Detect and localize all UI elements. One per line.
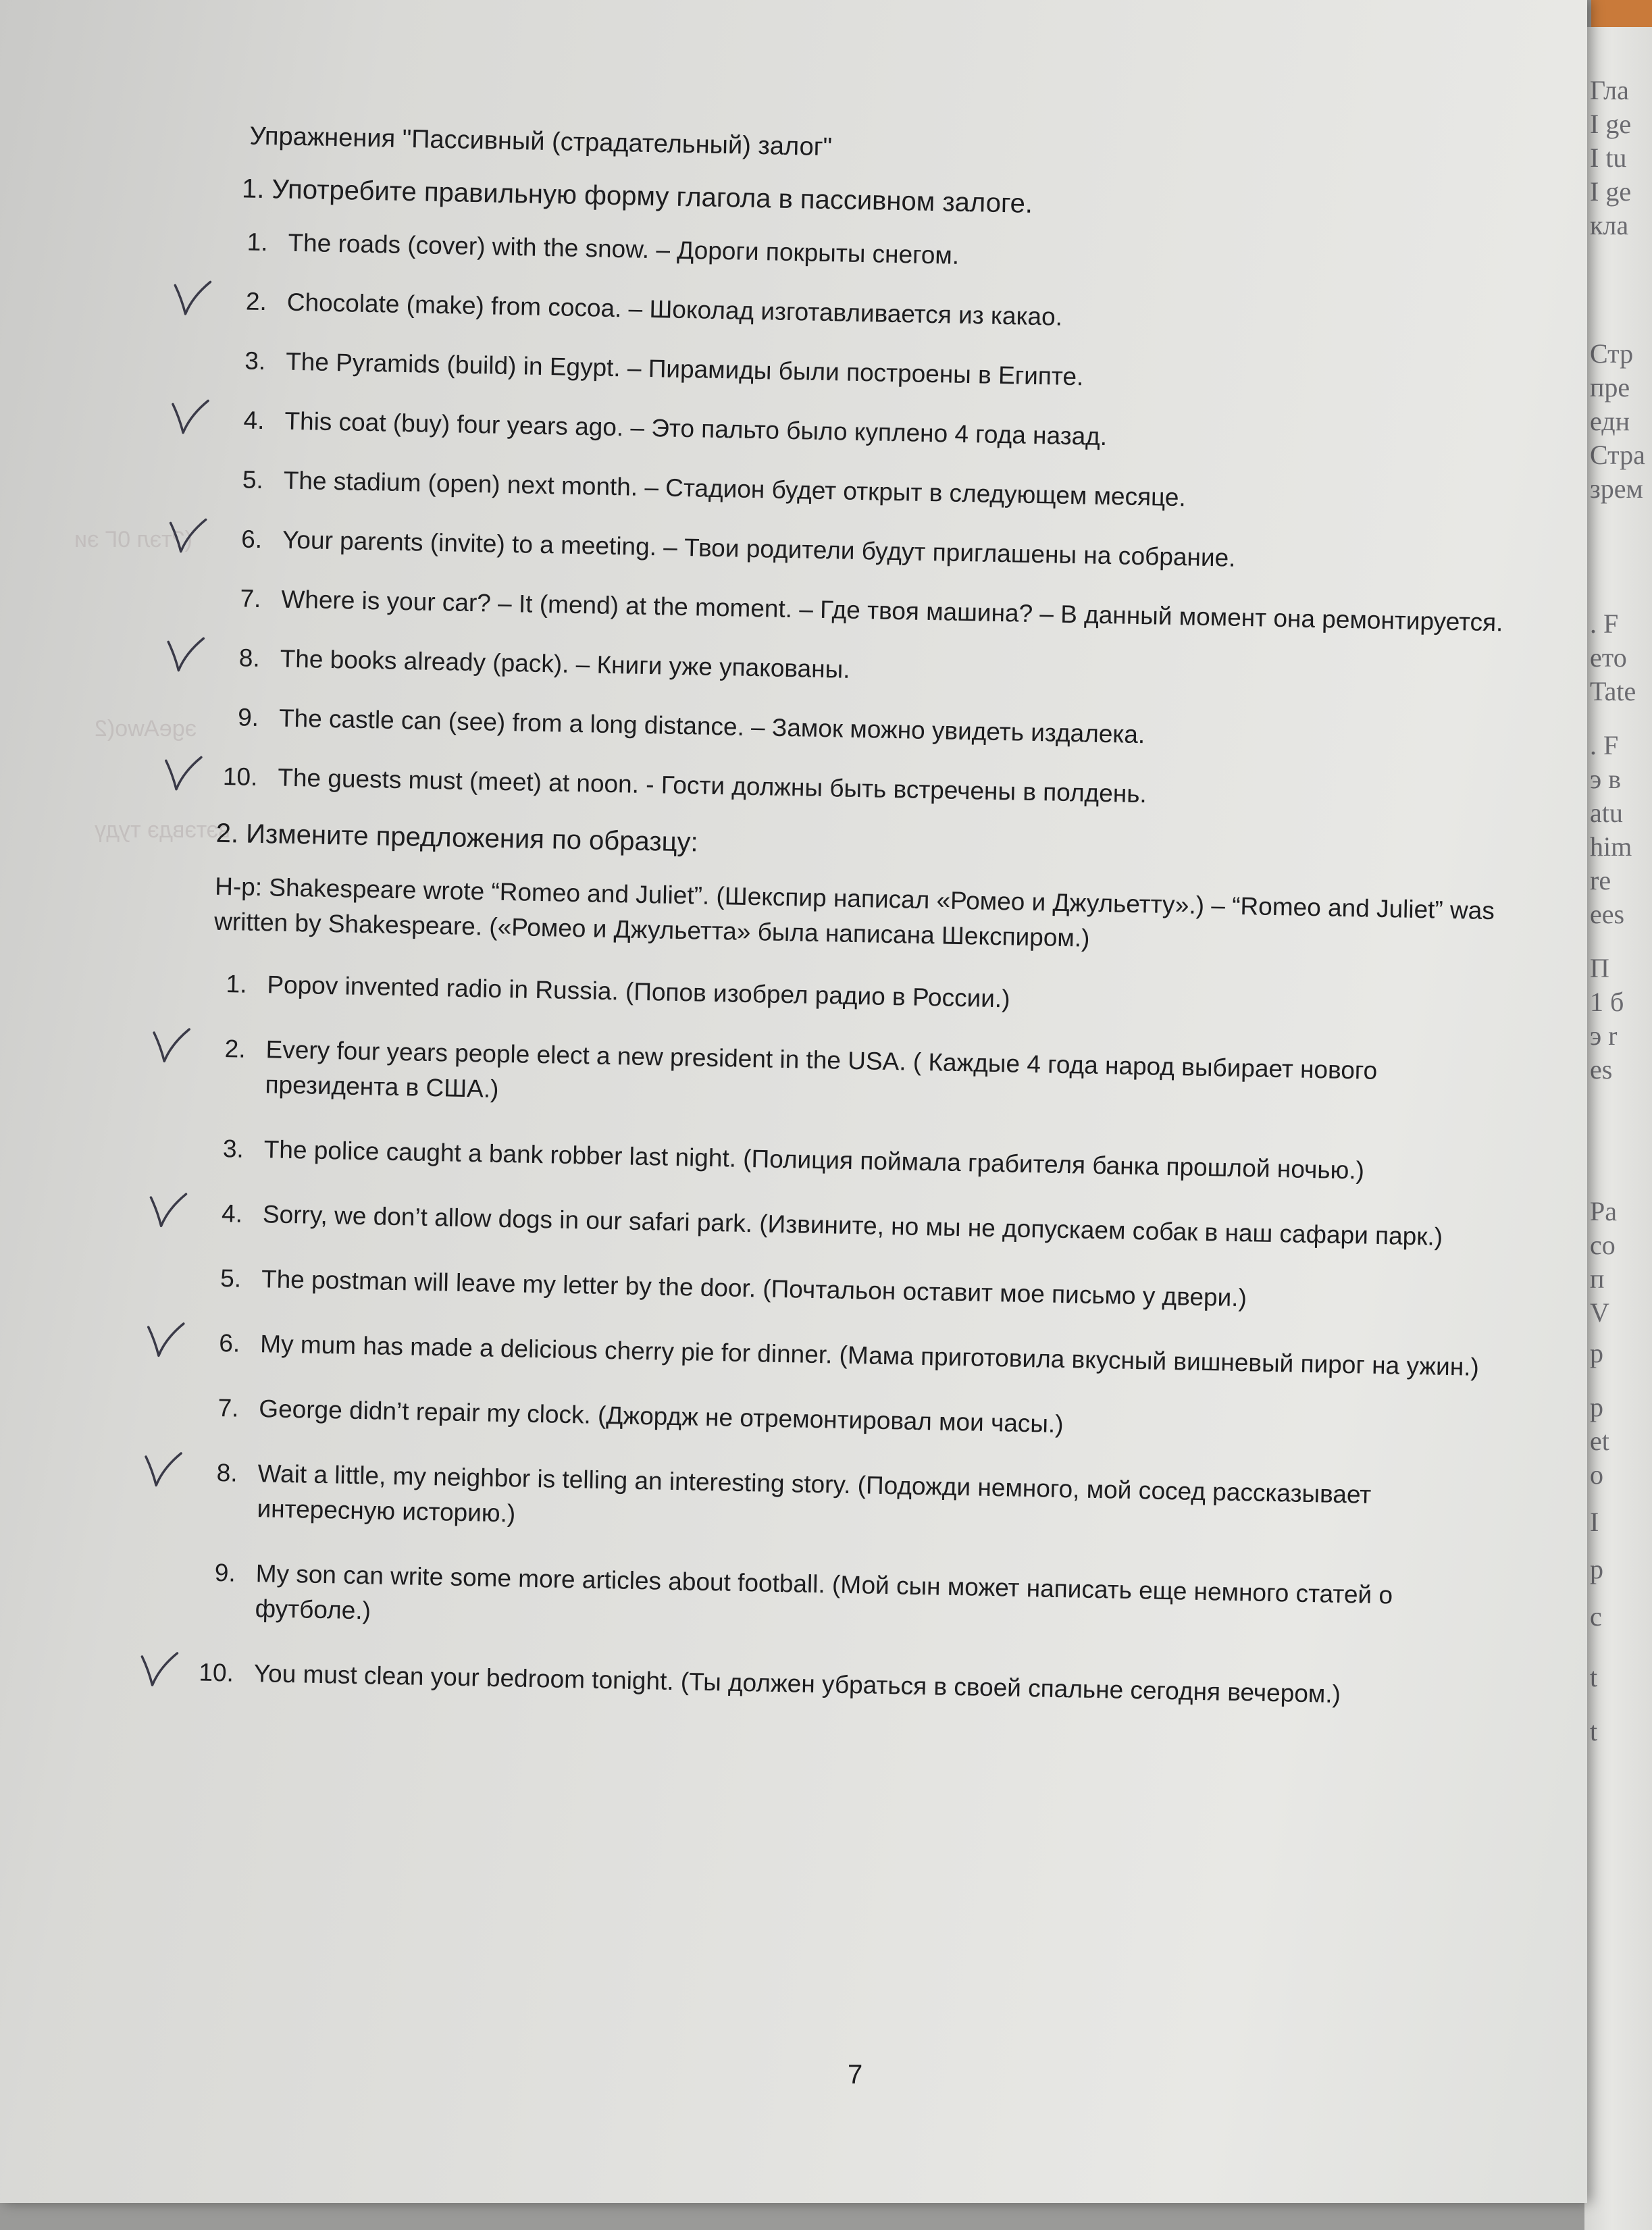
exercise-item bbox=[214, 1556, 1485, 1650]
item-text: The guests must (meet) at noon. - Гости должны быть встречены в полдень. bbox=[277, 763, 1147, 808]
bleed-through-text: эgeAwo(2 bbox=[95, 716, 197, 742]
section-1-heading: 1. Употребите правильную форму глагола в пассивном залоге. bbox=[241, 174, 1033, 219]
back-page-text: atu bbox=[1590, 798, 1623, 828]
back-page-text: re bbox=[1590, 865, 1611, 896]
back-page-text: ees bbox=[1590, 899, 1625, 929]
back-page-text: t bbox=[1590, 1716, 1598, 1746]
item-number: 10. bbox=[199, 1658, 234, 1687]
checkmark-icon bbox=[167, 516, 209, 557]
back-page-text: et bbox=[1590, 1426, 1609, 1456]
item-number: 6. bbox=[219, 1329, 240, 1357]
item-number: 2. bbox=[245, 287, 267, 316]
exercise-item bbox=[242, 463, 1506, 521]
item-text: The books already (pack). – Книги уже упакованы. bbox=[280, 644, 850, 683]
worksheet-content bbox=[199, 122, 1513, 1744]
item-text: Sorry, we don’t allow dogs in our safari park. (Извините, но мы не допускаем собак в наш сафари парк.) bbox=[262, 1200, 1443, 1251]
back-page-text: ето bbox=[1590, 642, 1627, 673]
exercise-item bbox=[216, 1456, 1487, 1550]
section-2-heading: 2. Измените предложения по образцу: bbox=[215, 818, 699, 858]
item-text: Popov invented radio in Russia. (Попов изобрел радио в России.) bbox=[267, 970, 1010, 1013]
item-text: George didn’t repair my clock. (Джордж не отремонтировал мои часы.) bbox=[259, 1395, 1064, 1438]
item-text: Wait a little, my neighbor is telling an interesting story. (Подожди немного, мой сосед рассказывает интересную историю.) bbox=[257, 1459, 1372, 1528]
item-text: The roads (cover) with the snow. – Дороги покрыты снегом. bbox=[288, 228, 960, 269]
item-number: 5. bbox=[220, 1264, 242, 1293]
item-number: 2. bbox=[224, 1035, 247, 1063]
item-text: You must clean your bedroom tonight. (Ты должен убраться в своей спальне сегодня вечером.) bbox=[253, 1659, 1341, 1709]
checkmark-icon bbox=[151, 1026, 192, 1067]
back-page-text: I ge bbox=[1590, 109, 1632, 139]
exercise-item bbox=[220, 1262, 1491, 1320]
bleed-through-text: вэтэвдэ тудү bbox=[95, 817, 230, 843]
back-page-text: р bbox=[1590, 1338, 1603, 1368]
checkmark-icon bbox=[163, 754, 204, 795]
back-page-text: V bbox=[1590, 1297, 1609, 1328]
back-page-text: э в bbox=[1590, 764, 1622, 794]
item-text: Where is your car? – It (mend) at the moment. – Где твоя машина? – В данный момент она ремонтируется. bbox=[281, 585, 1503, 637]
item-number: 3. bbox=[244, 346, 266, 375]
back-page-text: 1 б bbox=[1590, 987, 1624, 1017]
item-number: 6. bbox=[240, 525, 263, 554]
back-page-text: I ge bbox=[1590, 176, 1632, 207]
exercise-item bbox=[221, 1197, 1492, 1255]
item-text: The stadium (open) next month. – Стадион будет открыт в следующем месяце. bbox=[283, 466, 1187, 512]
item-text: The Pyramids (build) in Egypt. – Пирамиды были построены в Египте. bbox=[285, 347, 1084, 391]
item-number: 7. bbox=[217, 1394, 239, 1422]
item-text: The police caught a bank robber last night. (Полиция поймала грабителя банка прошлой ночью.) bbox=[263, 1135, 1365, 1185]
item-text: Chocolate (make) from cocoa. – Шоколад изготавливается из какао. bbox=[286, 288, 1063, 331]
checkmark-icon bbox=[172, 278, 213, 319]
exercise-item bbox=[217, 1391, 1489, 1450]
checkmark-icon bbox=[170, 397, 211, 438]
item-number: 10. bbox=[222, 762, 258, 791]
item-number: 7. bbox=[240, 584, 261, 613]
back-page-text: пре bbox=[1590, 372, 1630, 403]
exercise-item bbox=[240, 522, 1505, 581]
back-page-text: р bbox=[1590, 1554, 1603, 1584]
back-page-text: П bbox=[1590, 953, 1609, 983]
example-sentence: Н-р: Shakespeare wrote “Romeo and Juliet”. (Шекспир написал «Ромео и Джульетту».) – “Romeo and Juliet” was written by Shakespeare. («Ромео и Джульетта» была написана Шекспиром.) bbox=[213, 872, 1495, 952]
exercise-item bbox=[219, 1326, 1490, 1385]
item-number: 4. bbox=[243, 406, 265, 435]
back-page-text: п bbox=[1590, 1264, 1605, 1294]
back-page-text: . F bbox=[1590, 608, 1619, 639]
bleed-through-text: (?тэл 0Г эи bbox=[74, 527, 192, 552]
exercise-item bbox=[243, 403, 1507, 462]
page-number: 7 bbox=[848, 2060, 863, 2090]
page-title: Упражнения "Пассивный (страдательный) залог" bbox=[249, 122, 833, 162]
back-page-text: р bbox=[1590, 1392, 1603, 1422]
item-number: 8. bbox=[238, 644, 261, 673]
back-page-text: Стр bbox=[1590, 338, 1634, 369]
back-page-text: кла bbox=[1590, 210, 1629, 240]
back-page-text: Pa bbox=[1590, 1196, 1617, 1226]
back-page-text: э r bbox=[1590, 1020, 1618, 1051]
item-number: 1. bbox=[226, 970, 247, 998]
back-page-text: Tate bbox=[1590, 676, 1636, 706]
checkmark-icon bbox=[147, 1191, 188, 1232]
back-page-text: со bbox=[1590, 1230, 1616, 1260]
checkmark-icon bbox=[143, 1450, 184, 1491]
back-page-text: I tu bbox=[1590, 142, 1627, 173]
exercise-item bbox=[245, 284, 1509, 343]
section-2-list bbox=[199, 966, 1496, 1715]
item-number: 9. bbox=[237, 703, 259, 731]
exercise-item bbox=[222, 1132, 1493, 1191]
exercise-item bbox=[224, 1032, 1495, 1126]
back-page-text: es bbox=[1590, 1054, 1613, 1085]
item-number: 3. bbox=[222, 1135, 244, 1163]
exercise-item bbox=[226, 967, 1497, 1026]
back-page-text: him bbox=[1590, 831, 1632, 862]
back-page-text: с bbox=[1590, 1601, 1602, 1632]
exercise-item bbox=[240, 581, 1504, 640]
item-number: 8. bbox=[216, 1459, 238, 1487]
back-page-text: зрем bbox=[1590, 473, 1643, 504]
back-page-text: едн bbox=[1590, 406, 1630, 436]
item-text: My mum has made a delicious cherry pie for dinner. (Мама приготовила вкусный вишневый пирог на ужин.) bbox=[259, 1330, 1480, 1381]
item-text: The postman will leave my letter by the door. (Почтальон оставит мое письмо у двери.) bbox=[261, 1265, 1247, 1312]
section-1-list bbox=[217, 224, 1511, 819]
item-number: 5. bbox=[242, 465, 264, 494]
checkmark-icon bbox=[138, 1650, 180, 1691]
exercise-item bbox=[237, 700, 1502, 759]
back-page-text: Стра bbox=[1590, 440, 1645, 470]
item-number: 9. bbox=[214, 1558, 236, 1587]
item-text: Your parents (invite) to a meeting. – Твои родители будут приглашены на собрание. bbox=[282, 525, 1236, 572]
exercise-item bbox=[247, 225, 1511, 284]
exercise-item bbox=[244, 344, 1509, 403]
back-page-text: Гла bbox=[1590, 75, 1629, 105]
back-page-text: . F bbox=[1590, 730, 1619, 760]
exercise-item bbox=[238, 641, 1503, 700]
back-page-text: I bbox=[1590, 1507, 1599, 1537]
item-text: This coat (buy) four years ago. – Это пальто было куплено 4 года назад. bbox=[284, 407, 1108, 451]
checkmark-icon bbox=[165, 635, 206, 676]
item-text: Every four years people elect a new president in the USA. ( Каждые 4 года народ выбирает нового президента в США.) bbox=[265, 1035, 1378, 1103]
checkmark-icon bbox=[145, 1320, 186, 1362]
back-page-text: о bbox=[1590, 1459, 1603, 1490]
back-page-text: t bbox=[1590, 1662, 1598, 1692]
exercise-item bbox=[199, 1656, 1483, 1715]
back-page bbox=[1584, 27, 1652, 2230]
item-number: 1. bbox=[247, 228, 268, 257]
exercise-item bbox=[222, 760, 1501, 819]
item-number: 4. bbox=[221, 1199, 243, 1228]
item-text: The castle can (see) from a long distance. – Замок можно увидеть издалека. bbox=[278, 704, 1145, 749]
item-text: My son can write some more articles about football. (Мой сын может написать еще немного статей о футболе.) bbox=[255, 1559, 1393, 1625]
